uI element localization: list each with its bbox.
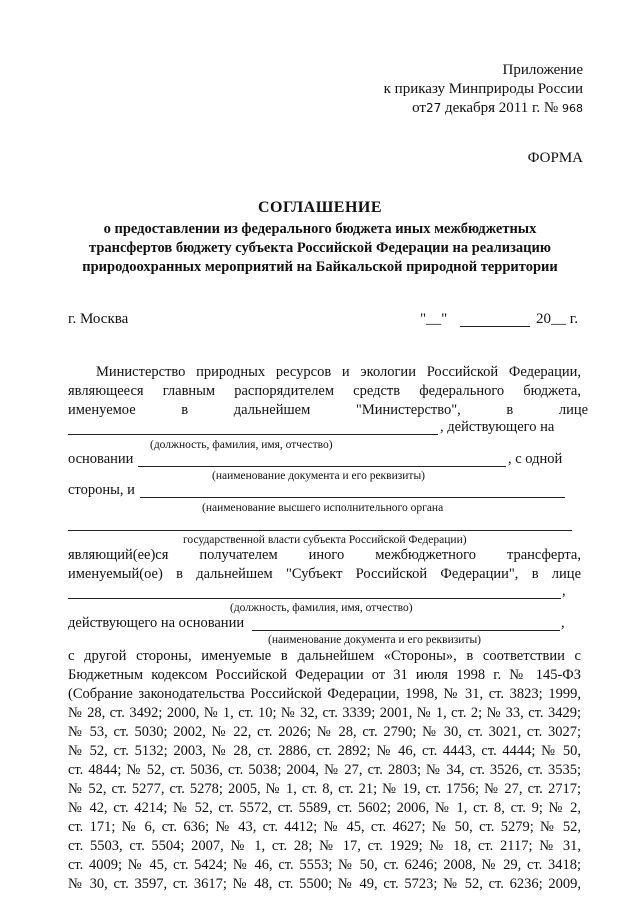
legal-reference-line: ст. 4844; № 52, ст. 5036, ст. 5038; 2004, № 27, ст. 2803; № 34, ст. 3526, ст. 3535;: [68, 762, 581, 778]
legal-reference-line: № 28, ст. 3492; 2000, № 1, ст. 10; № 32, ст. 3339; 2001, № 1, ст. 2; № 33, ст. 3429;: [68, 705, 581, 721]
title-line-1: о предоставлении из федерального бюджета иных межбюджетных: [103, 221, 537, 237]
order-reference: к приказу Минприроды России: [383, 81, 583, 97]
p1-line-3: именуемое в дальнейшем "Министерство", в лице: [68, 402, 589, 418]
subject-basis-field[interactable]: [252, 630, 560, 631]
p2-line-1: являющий(ее)ся получателем иного межбюджетного трансферта,: [68, 547, 581, 563]
p1-line-2: являющееся главным распорядителем средств федерального бюджета,: [68, 383, 581, 399]
legal-reference-line: № 30, ст. 3597, ст. 3617; № 48, ст. 5500; № 49, ст. 5723; № 52, ст. 6236; 2009,: [68, 876, 581, 892]
side-label: стороны, и: [68, 482, 135, 498]
legal-reference-line: № 42, ст. 4214; № 52, ст. 5572, ст. 5589, ст. 5602; 2006, № 1, ст. 8, ст. 9; № 2,: [68, 800, 581, 816]
date-year: 20__ г.: [536, 311, 578, 327]
hint-document-1: (наименование документа и его реквизиты): [212, 470, 425, 482]
hint-position-name-2: (должность, фамилия, имя, отчество): [230, 602, 413, 614]
date-month-blank[interactable]: [460, 326, 530, 327]
order-date-prefix: от: [412, 100, 426, 116]
form-label: ФОРМА: [527, 150, 583, 166]
legal-reference-line: № 52, ст. 5132; 2003, № 28, ст. 2886, ст. 2892; № 46, ст. 4443, ст. 4444; № 50,: [68, 743, 581, 759]
ministry-representative-field[interactable]: [68, 434, 438, 435]
subject-authority-field-2[interactable]: [68, 530, 572, 531]
basis-label: основании: [68, 451, 134, 467]
order-date-rest: декабря 2011 г. №: [441, 100, 562, 116]
legal-reference-line: ст. 171; № 6, ст. 636; № 43, ст. 4412; № 45, ст. 4627; № 50, ст. 5279; № 52,: [68, 819, 581, 835]
legal-reference-line: с другой стороны, именуемые в дальнейшем «Стороны», в соответствии с: [68, 648, 581, 664]
hint-authority-1: (наименование высшего исполнительного органа: [202, 502, 444, 514]
legal-reference-line: (Собрание законодательства Российской Федерации, 1998, № 31, ст. 3823; 1999,: [68, 686, 581, 702]
p2-line-2: именуемый(ое) в дальнейшем "Субъект Российской Федерации", в лице: [68, 566, 581, 582]
hint-document-2: (наименование документа и его реквизиты): [268, 634, 481, 646]
p1-line-4-end: , действующего на: [440, 419, 555, 435]
acting-end: ,: [561, 615, 565, 631]
basis-end: , с одной: [508, 451, 563, 467]
title-line-2: трансфертов бюджету субъекта Российской Федерации на реализацию: [89, 240, 551, 256]
p1-line-1: Министерство природных ресурсов и экологии Российской Федерации,: [96, 364, 581, 380]
order-date-day: 27: [425, 101, 442, 115]
acting-label: действующего на основании: [68, 615, 245, 631]
subject-representative-field[interactable]: [68, 598, 561, 599]
subject-authority-field[interactable]: [140, 497, 565, 498]
hint-authority-2: государственной власти субъекта Российской Федерации): [183, 534, 467, 546]
annex-label: Приложение: [502, 62, 583, 78]
legal-reference-line: № 53, ст. 5030; 2002, № 22, ст. 2026; № 28, ст. 2790; № 30, ст. 3021, ст. 3027;: [68, 724, 581, 740]
legal-reference-line: ст. 4009; № 45, ст. 5424; № 46, ст. 5553; № 50, ст. 6246; 2008, № 29, ст. 3418;: [68, 857, 581, 873]
title-line-3: природоохранных мероприятий на Байкальской природной территории: [82, 259, 558, 275]
legal-reference-line: ст. 5503, ст. 5504; 2007, № 1, ст. 28; № 17, ст. 1929; № 18, ст. 2117; № 31,: [68, 838, 581, 854]
p2-line-3-end: ,: [562, 583, 566, 599]
ministry-basis-field[interactable]: [138, 466, 506, 467]
legal-reference-line: № 52, ст. 5277, ст. 5278; 2005, № 1, ст. 8, ст. 21; № 19, ст. 1756; № 27, ст. 2717;: [68, 781, 581, 797]
city: г. Москва: [68, 311, 129, 327]
legal-reference-line: Бюджетным кодексом Российской Федерации от 31 июля 1998 г. № 145-ФЗ: [68, 667, 581, 683]
document-title: СОГЛАШЕНИЕ: [257, 199, 383, 216]
order-date-line: [412, 100, 583, 117]
hint-position-name-1: (должность, фамилия, имя, отчество): [150, 439, 333, 451]
date-day-blank: "__": [420, 311, 448, 327]
order-number: 968: [562, 102, 583, 115]
